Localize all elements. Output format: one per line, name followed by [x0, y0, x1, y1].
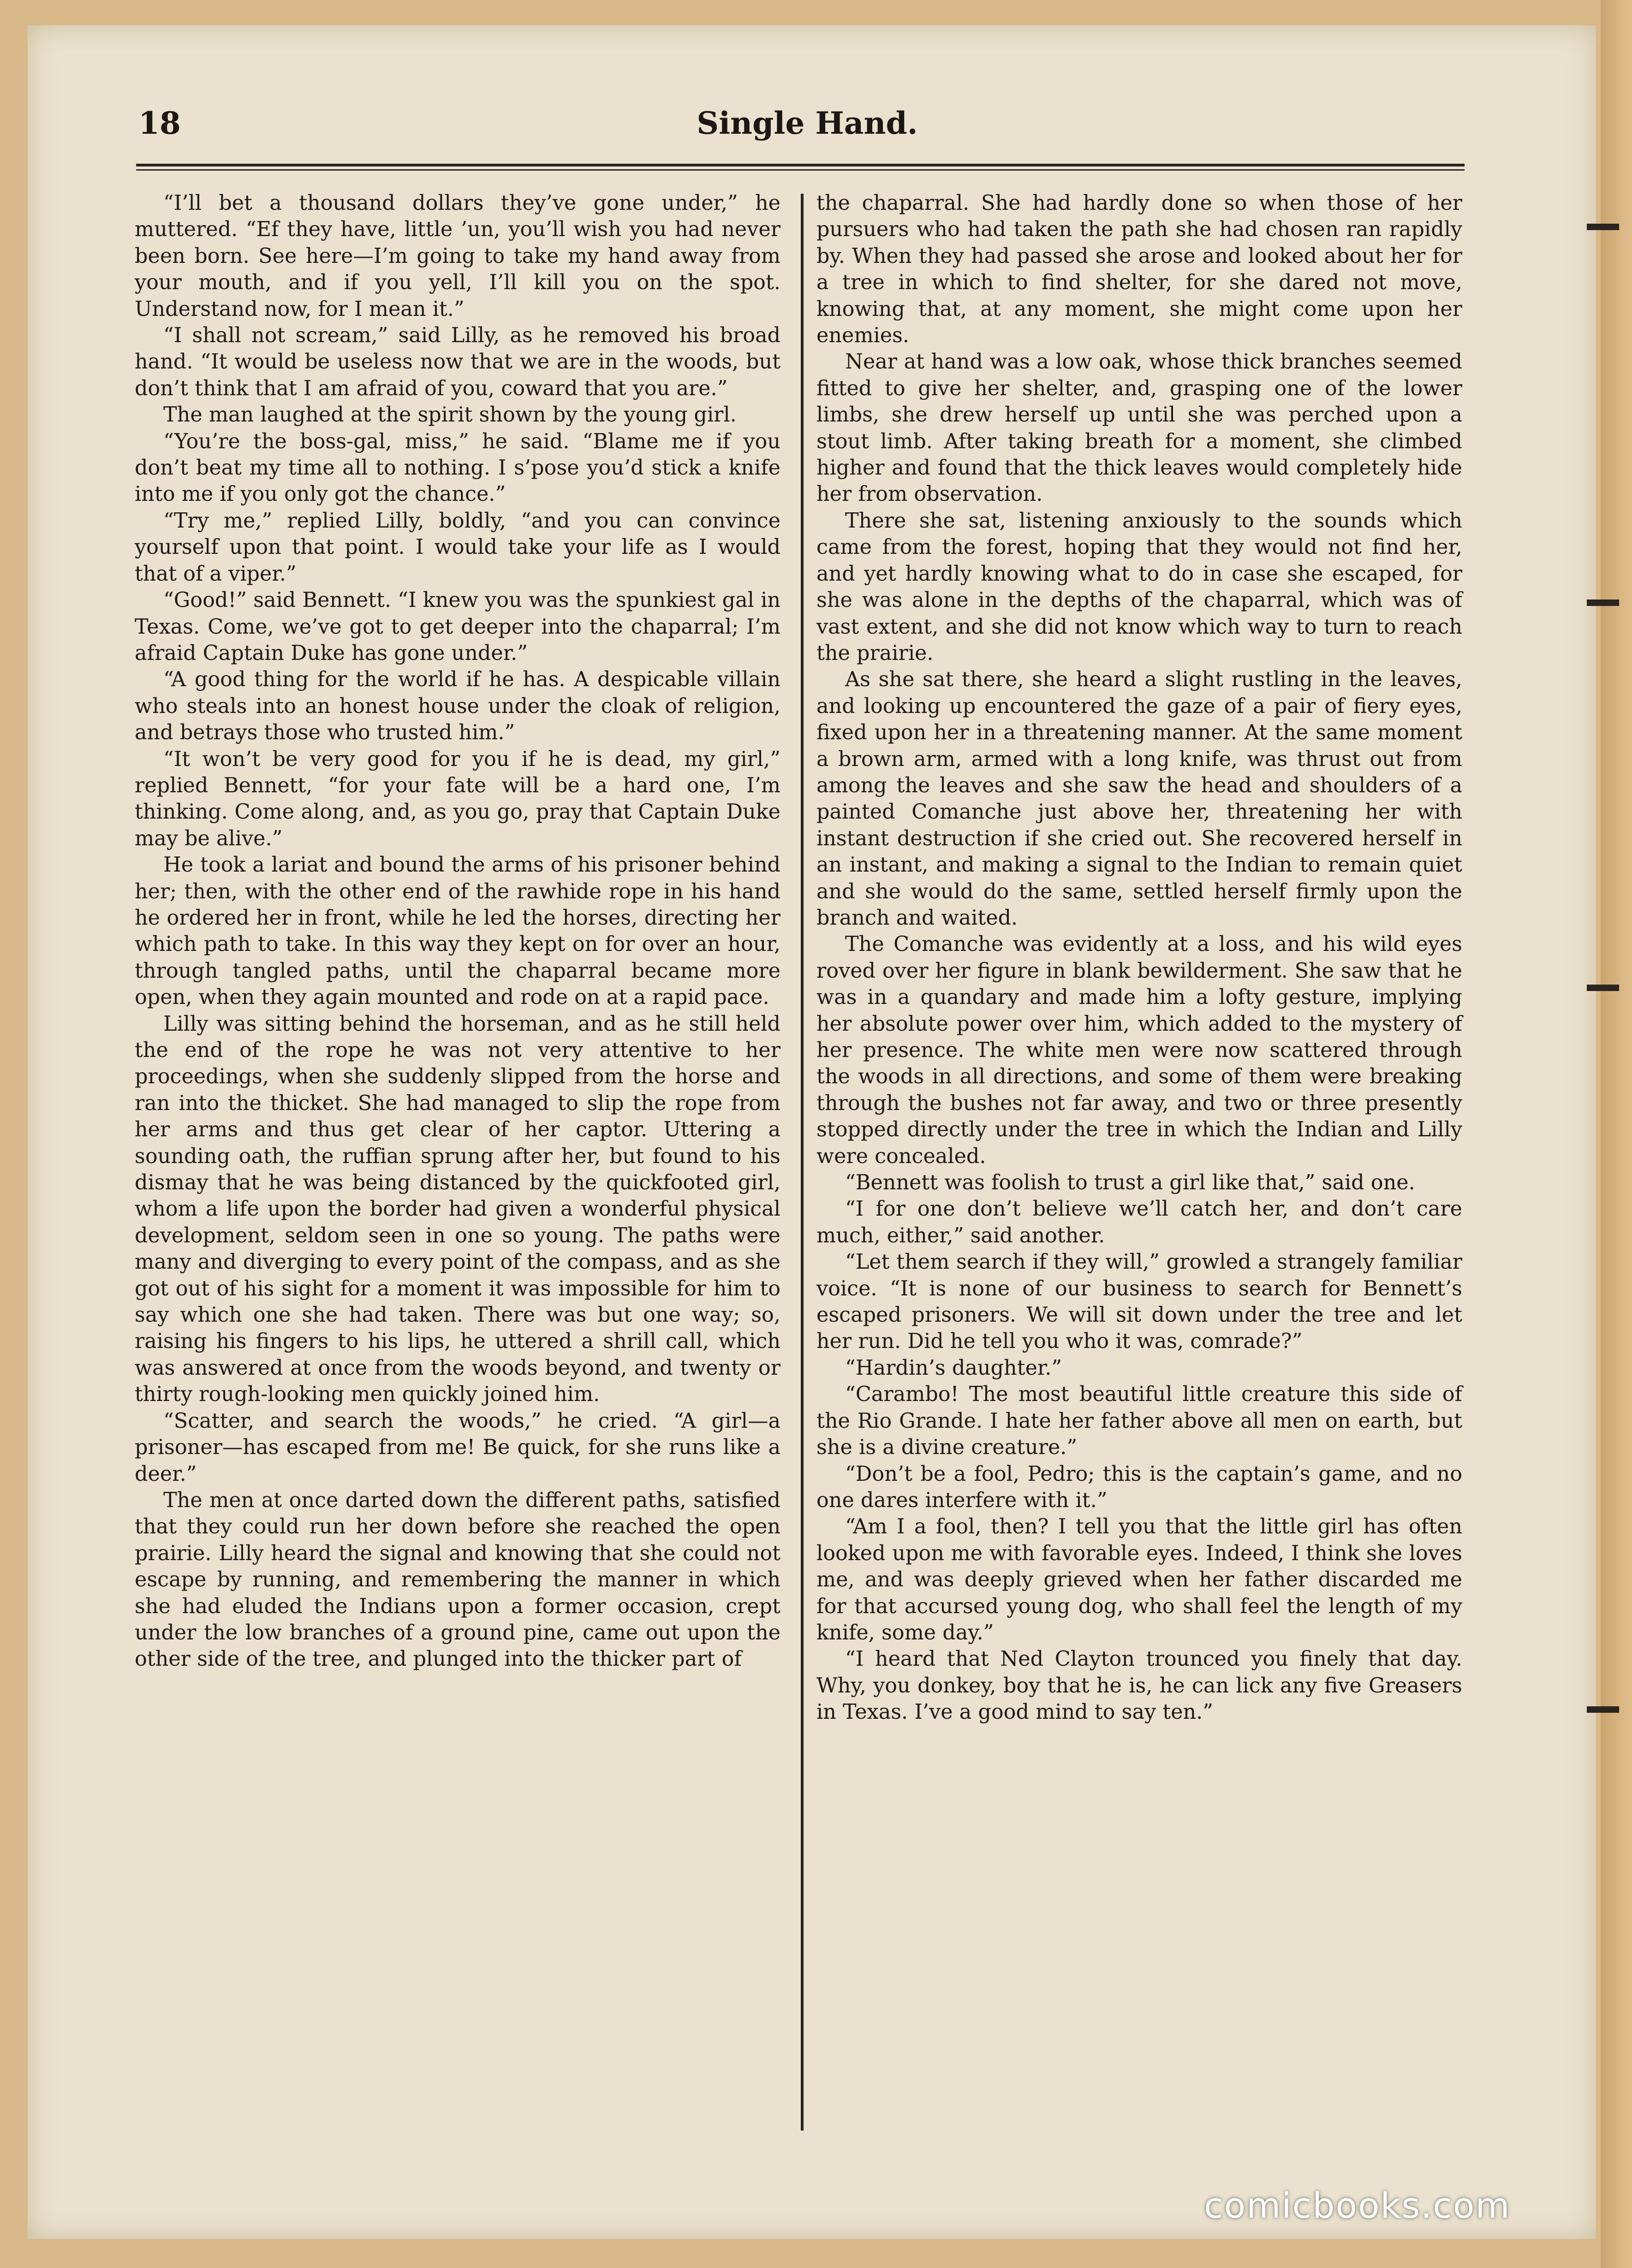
paragraph: “I’ll bet a thousand dollars they’ve gone under,” he muttered. “Ef they have, little ’un, you’ll wish you had never been born. See here—I’m going to take my hand away from your mouth, and if you yell, I’ll kill you on the spot. Understand now, for I mean it.” [135, 191, 780, 321]
header-rule-thin [136, 169, 1465, 171]
margin-mark [1587, 600, 1619, 606]
paragraph: Near at hand was a low oak, whose thick branches seemed fitted to give her shelter, and, grasping one of the lower limbs, she drew herself up until she was perched upon a stout limb. After taking breath for a moment, she climbed higher and found that the thick leaves would completely hide her from observation. [816, 350, 1462, 506]
page-number: 18 [138, 105, 181, 141]
paragraph: “You’re the boss-gal, miss,” he said. “Blame me if you don’t beat my time all to nothing. I s’pose you’d stick a knife into me if you only got the chance.” [135, 429, 780, 506]
paragraph: “Don’t be a fool, Pedro; this is the captain’s game, and no one dares interfere with it.” [816, 1462, 1462, 1512]
paragraph: “I shall not scream,” said Lilly, as he removed his broad hand. “It would be useless now that we are in the woods, but don’t think that I am afraid of you, coward that you are.” [135, 324, 780, 400]
paragraph: “Try me,” replied Lilly, boldly, “and you can convince yourself upon that point. I would take your life as I would that of a viper.” [135, 509, 780, 586]
paragraph: “Bennett was foolish to trust a girl like that,” said one. [845, 1171, 1415, 1195]
column-divider [801, 194, 804, 2131]
paragraph: “Scatter, and search the woods,” he cried. “A girl—a prisoner—has escaped from me! Be quick, for she runs like a deer.” [135, 1409, 780, 1486]
margin-mark [1587, 224, 1619, 230]
page-header [138, 105, 1476, 156]
paragraph: “Good!” said Bennett. “I knew you was the spunkiest gal in Texas. Come, we’ve got to get deeper into the chaparral; I’m afraid Captain Duke has gone under.” [135, 588, 780, 665]
watermark: comicbooks.com [1204, 2185, 1511, 2226]
paragraph: “Let them search if they will,” growled a strangely familiar voice. “It is none of our business to search for Bennett’s escaped prisoners. We will sit down under the tree and let her run. Did he tell you who it was, comrade?” [816, 1250, 1462, 1354]
left-column [135, 190, 780, 1673]
paragraph: Lilly was sitting behind the horseman, and as he still held the end of the rope he was not very attentive to her proceedings, when she suddenly slipped from the horse and ran into the thicket. She had managed to slip the rope from her arms and thus get clear of her captor. Uttering a sounding oath, the ruffian sprung after her, but found to his dismay that he was being distanced by the quickfooted girl, whom a life upon the border had given a wonderful physical development, seldom seen in one so young. The paths were many and diverging to every point of the compass, and as she got out of his sight for a moment it was impossible for him to say which one she had taken. There was but one way; so, raising his fingers to his lips, he uttered a shrill call, which was answered at once from the woods beyond, and twenty or thirty rough-looking men quickly joined him. [135, 1012, 780, 1407]
right-column [816, 190, 1462, 1726]
paragraph: “It won’t be very good for you if he is dead, my girl,” replied Bennett, “for your fate will be a hard one, I’m thinking. Come along, and, as you go, pray that Captain Duke may be alive.” [135, 747, 780, 850]
paragraph: “I for one don’t believe we’ll catch her, and don’t care much, either,” said another. [816, 1197, 1462, 1247]
paragraph: the chaparral. She had hardly done so when those of her pursuers who had taken the path she had chosen ran rapidly by. When they had passed she arose and looked about her for a tree in which to find shelter, for she dared not move, knowing that, at any moment, she might come upon her enemies. [816, 191, 1462, 348]
running-title: Single Hand. [697, 105, 918, 141]
paragraph: “Carambo! The most beautiful little creature this side of the Rio Grande. I hate her father above all men on earth, but she is a divine creature.” [816, 1383, 1462, 1460]
margin-mark [1587, 1706, 1619, 1713]
margin-mark [1587, 985, 1619, 991]
page-edge [1601, 0, 1632, 2268]
paragraph: “I heard that Ned Clayton trounced you finely that day. Why, you donkey, boy that he is, he can lick any five Greasers in Texas. I’ve a good mind to say ten.” [816, 1647, 1462, 1724]
paragraph: He took a lariat and bound the arms of his prisoner behind her; then, with the other end of the rawhide rope in his hand he ordered her in front, while he led the horses, directing her which path to take. In this way they kept on for over an hour, through tangled paths, until the chaparral became more open, when they again mounted and rode on at a rapid pace. [135, 853, 780, 1009]
paragraph: The man laughed at the spirit shown by the young girl. [163, 403, 737, 427]
paragraph: There she sat, listening anxiously to the sounds which came from the forest, hoping that they would not find her, and yet hardly knowing what to do in case she escaped, for she was alone in the depths of the chaparral, which was of vast extent, and she did not know which way to turn to reach the prairie. [816, 509, 1462, 665]
paragraph: The men at once darted down the different paths, satisfied that they could run her down before she reached the open prairie. Lilly heard the signal and knowing that she could not escape by running, and remembering the manner in which she had eluded the Indians upon a former occasion, crept under the low branches of a ground pine, came out upon the other side of the tree, and plunged into the thicker part of [135, 1488, 780, 1671]
header-rule [136, 164, 1465, 166]
paragraph: As she sat there, she heard a slight rustling in the leaves, and looking up encountered the gaze of a pair of fiery eyes, fixed upon her in a threatening manner. At the same moment a brown arm, armed with a long knife, was thrust out from among the leaves and she saw the head and shoulders of a painted Comanche just above her, threatening her with instant destruction if she cried out. She recovered herself in an instant, and making a signal to the Indian to remain quiet and she would do the same, settled herself firmly upon the branch and waited. [816, 668, 1462, 930]
paragraph: “Am I a fool, then? I tell you that the little girl has often looked upon me with favorable eyes. Indeed, I think she loves me, and was deeply grieved when her father discarded me for that accursed young dog, who shall feel the length of my knife, some day.” [816, 1515, 1462, 1645]
paragraph: The Comanche was evidently at a loss, and his wild eyes roved over her figure in blank bewilderment. She saw that he was in a quandary and made him a lofty gesture, implying her absolute power over him, which added to the mystery of her presence. The white men were now scattered through the woods in all directions, and some of them were breaking through the bushes not far away, and two or three presently stopped directly under the tree in which the Indian and Lilly were concealed. [816, 932, 1462, 1168]
paragraph: “A good thing for the world if he has. A despicable villain who steals into an honest house under the cloak of religion, and betrays those who trusted him.” [135, 668, 780, 745]
paragraph: “Hardin’s daughter.” [845, 1356, 1062, 1380]
